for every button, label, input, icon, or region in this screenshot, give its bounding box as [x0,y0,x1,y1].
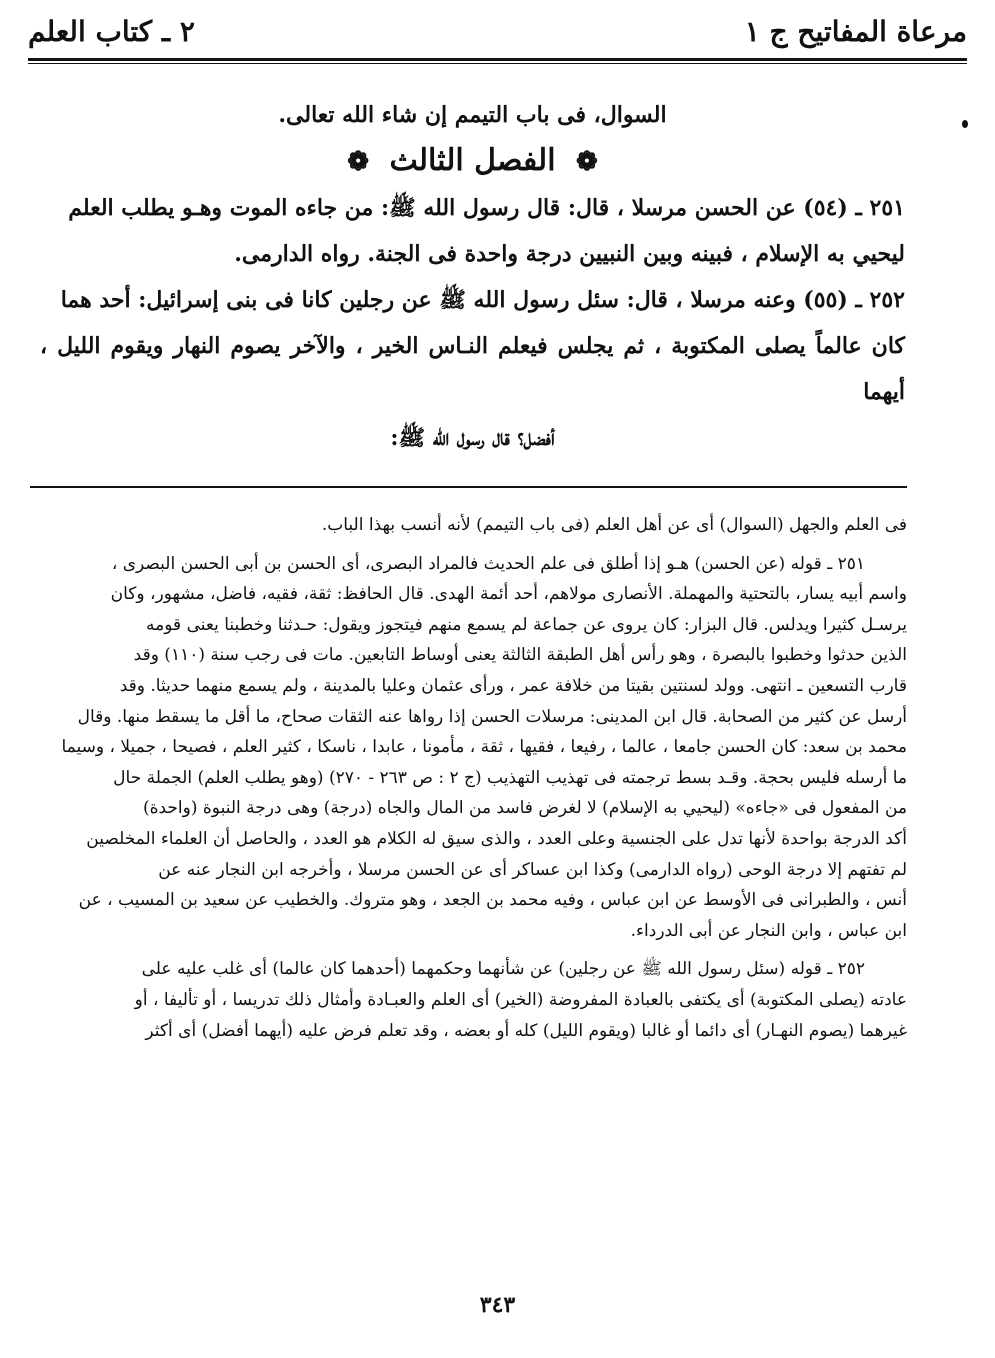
text-line: واسم أبيه يسار، بالتحتية والمهملة. الأنصارى مولاهم، أحد أئمة الهدى. قال الحافظ: ثقة، فقيه، فاضل، مشهور، وكان [110,584,907,605]
page-number: ٣٤٣ [479,1292,516,1318]
text-line: ٢٥١ ـ قوله (عن الحسن) هـو إذا أطلق فى علم الحديث فالمراد البصرى، أى الحسن بن أبى الحسن البصرى ، [111,553,865,574]
commentary-251 [30,549,907,947]
text-line: كان عالماً يصلى المكتوبة ، ثم يجلس فيعلم النـاس الخير ، والآخر يصوم النهار ويقوم الليل ، أيهما [40,333,905,405]
section-heading: الفصل الثالث [389,143,556,178]
ornament-left-icon: ❁ [347,147,369,177]
header-rule [28,58,967,61]
text-line: ابن عباس ، وابن النجار عن أبى الدرداء. [630,920,907,941]
text-line: محمد بن سعد: كان الحسن جامعا ، عالما ، رفيعا ، فقيها ، ثقة ، مأمونا ، عابدا ، ناسكا ، كثير العلم ، فصيحا ، جميلا ، وسيما [61,737,907,758]
text-line: أنس ، والطبرانى فى الأوسط عن ابن عباس ، وفيه محمد بن الجعد ، وهو متروك. والخطيب عن سعيد بن المسيب ، عن [78,890,907,911]
hadith-252 [40,277,905,461]
book-title: مرعاة المفاتيح ج ١ [744,14,967,48]
section-heading-row [40,138,905,185]
text-line: عادته (يصلى المكتوبة) أى يكتفى بالعبادة المفروضة (الخير) أى العلم والعبـادة وأمثال ذلك تدريسا ، أو تأليفا ، أو [134,989,907,1010]
ornament-right-icon: ❁ [576,147,598,177]
running-header [28,8,967,54]
text-line: ٢٥٢ ـ (٥٥) وعنه مرسلا ، قال: سئل رسول الله ﷺ عن رجلين كانا فى بنى إسرائيل: أحد هما [60,287,905,313]
commentary-intro [30,510,907,541]
text-line: لم تفتهم إلا درجة الوحى (رواه الدارمى) وكذا ابن عساكر أى عن الحسن مرسلا ، وأخرجه ابن النجار عنه عن [158,859,907,880]
text-line: أكد الدرجة بواحدة لأنها تدل على الجنسية وعلى العدد ، والذى سيق له الكلام هو العدد ، والحاصل أن العلماء المخلصين [86,828,907,849]
text-line: ٢٥١ ـ (٥٤) عن الحسن مرسلا ، قال: قال رسول الله ﷺ: من جاءه الموت وهـو يطلب العلم [68,195,905,221]
margin-dot [962,120,968,128]
text-line: فى العلم والجهل (السوال) أى عن أهل العلم (فى باب التيمم) لأنه أنسب بهذا الباب. [321,515,907,535]
text-line: يرسـل كثيرا ويدلس. قال البزار: كان يروى عن جماعة لم يسمع منهم فيتجوز ويقول: حـدثنا وخطبنا يعنى قومه [146,614,907,635]
footnote-rule [30,486,907,488]
text-line: الذين حدثوا وخطبوا بالبصرة ، وهو رأس أهل الطبقة الثالثة يعنى أوساط التابعين. مات فى رجب سنة (١١٠) وقد [133,645,907,666]
text-line: غيرهما (يصوم النهـار) أى دائما أو غالبا (ويقوم الليل) كله أو بعضه ، وقد تعلم فرض عليه (أيهما أفضل) أى أكثر [145,1020,907,1041]
intro-line: السوال، فى باب التيمم إن شاء الله تعالى. [278,102,667,128]
text-line: ٢٥٢ ـ قوله (سئل رسول الله ﷺ عن رجلين) عن شأنهما وحكمهما (أحدهما كان عالما) أى غلب عليه على [141,959,865,980]
text-line: قارب التسعين ـ انتهى. وولد لسنتين بقيتا من خلافة عمر ، ورأى عثمان وعليا بالمدينة ، ولم يسمع منهما حديثا. وقد [119,675,907,696]
text-line: ما أرسله فليس بحجة. وقـد بسط ترجمته فى تهذيب التهذيب (ج ٢ : ص ٢٦٣ - ٢٧٠) (وهو يطلب العلم) الجملة حال [113,767,907,788]
text-line: أفضل؟ قال رسول الله ﷺ: [390,425,555,451]
main-text [40,92,905,461]
text-line: ليحيي به الإسلام ، فبينه وبين النبيين درجة واحدة فى الجنة. رواه الدارمى. [234,241,905,267]
commentary [30,510,907,1046]
text-line: من المفعول فى «جاءه» (ليحيي به الإسلام) لا لغرض فاسد من المال والجاه (درجة) وهى درجة النبوة (واحدة) [142,798,907,819]
chapter-title: ٢ ـ كتاب العلم [28,14,195,48]
text-line: أرسل عن كثير من الصحابة. قال ابن المدينى: مرسلات الحسن إذا رواها عنه الثقات صحاح، ما أقل ما يسقط منها. وقال [77,706,907,727]
commentary-252 [30,954,907,1046]
hadith-251 [40,185,905,277]
header-rule-thin [28,63,967,64]
